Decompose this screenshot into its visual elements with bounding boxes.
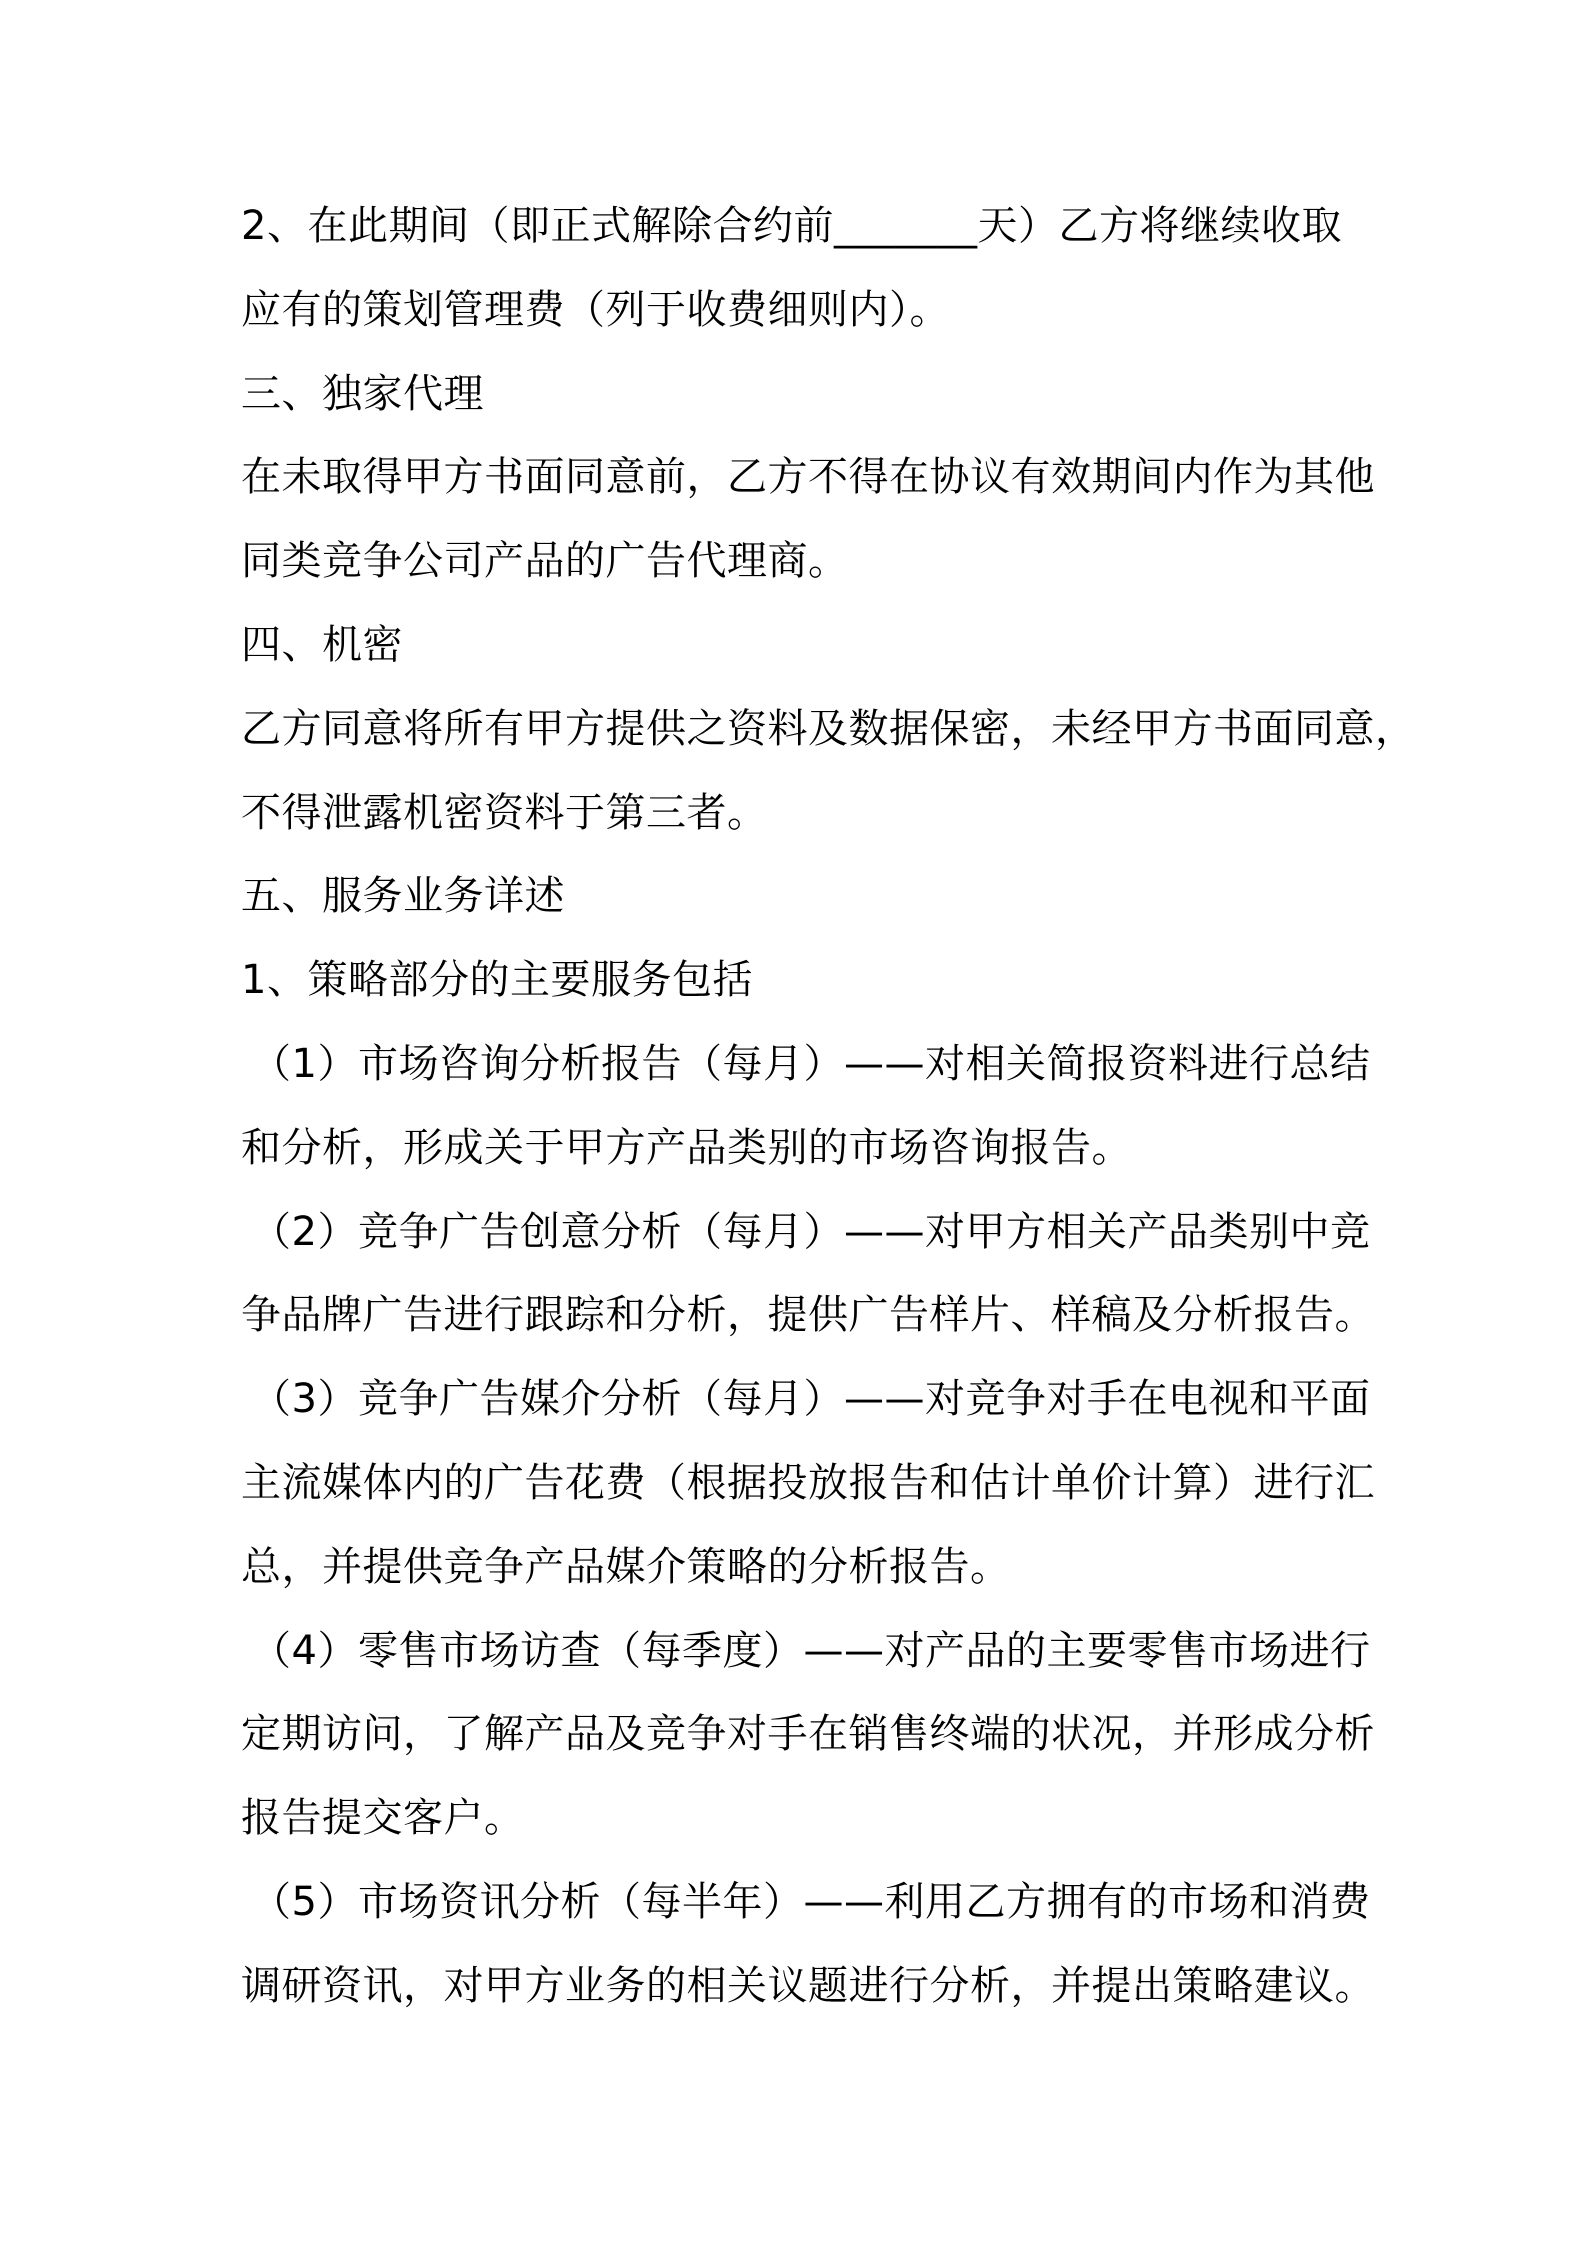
section-heading: 三、独家代理: [241, 370, 484, 417]
list-item-line: 主流媒体内的广告花费（根据投放报告和估计单价计算）进行汇: [241, 1459, 1375, 1506]
list-item-line: 和分析，形成关于甲方产品类别的市场咨询报告。: [241, 1124, 1132, 1171]
list-item-line: （5）市场资讯分析（每半年）——利用乙方拥有的市场和消费: [251, 1878, 1371, 1925]
list-item-line: 争品牌广告进行跟踪和分析，提供广告样片、样稿及分析报告。: [241, 1292, 1375, 1339]
paragraph-line: 2、在此期间（即正式解除合约前_______天）乙方将继续收取: [241, 203, 1342, 249]
list-item-line: （3）竞争广告媒介分析（每月）——对竞争对手在电视和平面: [251, 1376, 1371, 1423]
subsection-heading: 1、策略部分的主要服务包括: [241, 957, 753, 1004]
list-item-line: 总，并提供竞争产品媒介策略的分析报告。: [241, 1543, 1011, 1590]
list-item-line: （4）零售市场访查（每季度）——对产品的主要零售市场进行: [251, 1627, 1371, 1674]
paragraph-line: 应有的策划管理费（列于收费细则内）。: [241, 286, 950, 333]
list-item-line: 报告提交客户。: [241, 1795, 525, 1842]
paragraph-line: 在未取得甲方书面同意前，乙方不得在协议有效期间内作为其他: [241, 454, 1375, 501]
paragraph-line: 同类竞争公司产品的广告代理商。: [241, 538, 849, 585]
paragraph-line: 乙方同意将所有甲方提供之资料及数据保密，未经甲方书面同意，: [241, 705, 1416, 752]
list-item-line: 定期访问，了解产品及竞争对手在销售终端的状况，并形成分析: [241, 1711, 1375, 1758]
document-body: [241, 185, 1416, 2029]
section-heading: 四、机密: [241, 621, 403, 668]
paragraph-line: 不得泄露机密资料于第三者。: [241, 789, 768, 836]
list-item-line: （1）市场咨询分析报告（每月）——对相关简报资料进行总结: [251, 1040, 1371, 1087]
list-item-line: （2）竞争广告创意分析（每月）——对甲方相关产品类别中竞: [251, 1208, 1371, 1255]
section-heading: 五、服务业务详述: [241, 873, 565, 920]
list-item-line: 调研资讯，对甲方业务的相关议题进行分析，并提出策略建议。: [241, 1962, 1375, 2009]
